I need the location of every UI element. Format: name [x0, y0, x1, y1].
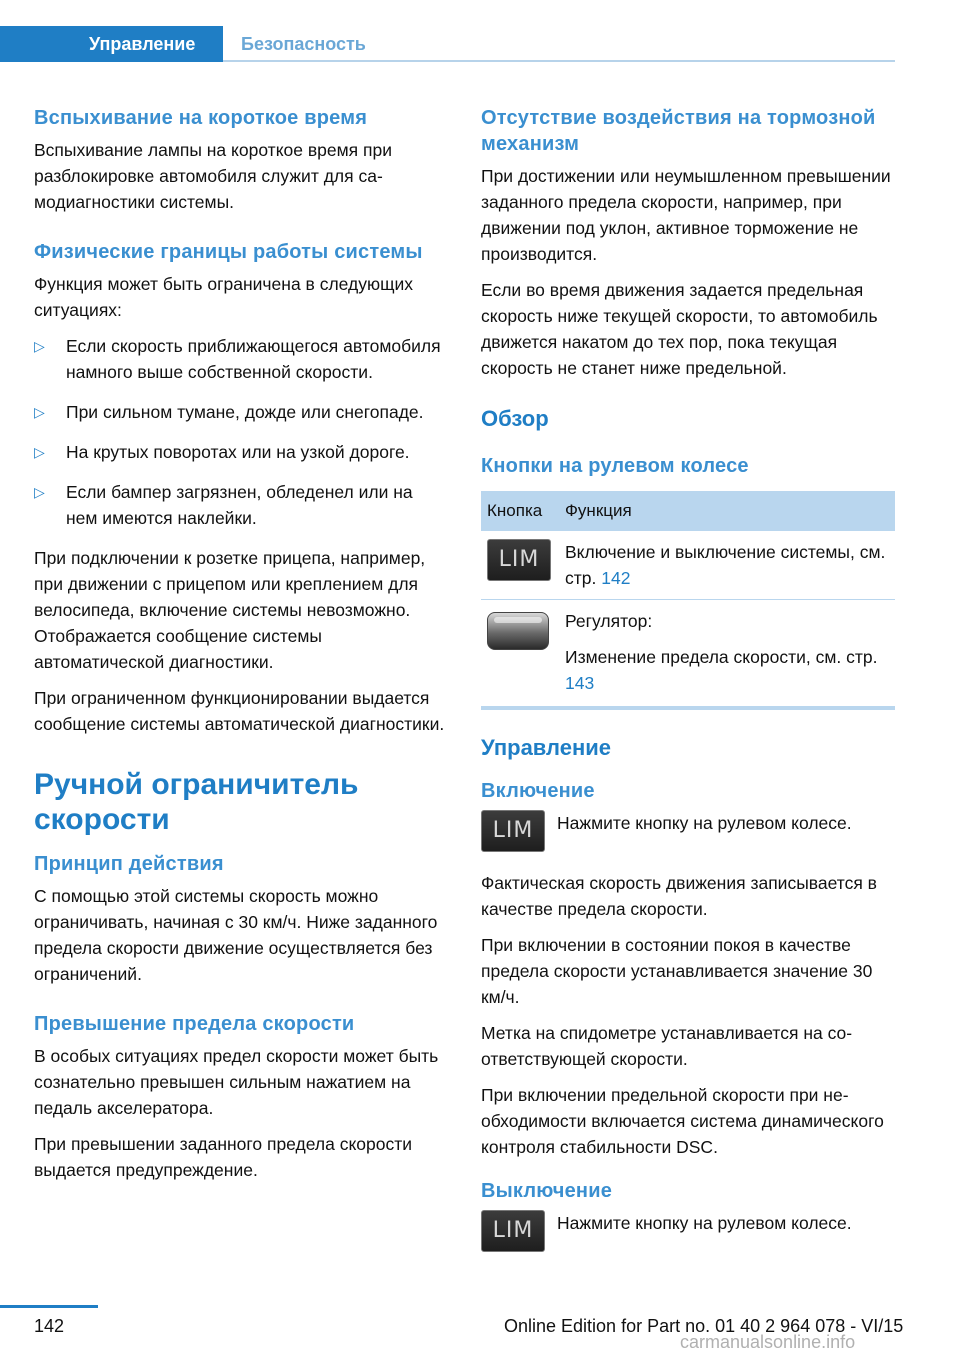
table-cell-function: Включение и выключение системы, см. стр. 142 — [559, 531, 895, 600]
left-column — [34, 105, 446, 1193]
triangle-bullet-icon: ▷ — [34, 404, 45, 420]
header-tabbar — [0, 26, 895, 62]
triangle-bullet-icon: ▷ — [34, 338, 45, 354]
table-cell-function: Регулятор: Изменение предела скорости, см. стр. 143 — [559, 600, 895, 709]
section-title-control: Управление — [481, 735, 612, 760]
tab-safety[interactable]: Безопасность — [241, 34, 366, 54]
buttons-table — [481, 491, 895, 710]
footer-rule — [0, 1305, 98, 1308]
triangle-bullet-icon: ▷ — [34, 484, 45, 500]
lim-button-icon: LIM — [481, 810, 545, 852]
paragraph-exceed-2: При превышении заданного предела скорости выдается предупреждение. — [34, 1134, 413, 1180]
list-item: ▷ На крутых поворотах или на узкой дороге. — [34, 439, 446, 465]
section-title-switch-off: Выключение — [481, 1180, 613, 1202]
watermark: carmanualsonline.info — [680, 1332, 856, 1352]
paragraph-trailer: При подключении к розетке прицепа, например, при движении с прицепом или креплением для велосипеда, включение системы невозможно. Отображается сообщение системы автоматической диагностики. — [34, 548, 426, 672]
paragraph-on-3: Метка на спидометре устанавливается на соответствующей скорости. — [481, 1023, 853, 1069]
page-link[interactable]: 143 — [565, 673, 595, 693]
switch-off-instruction: LIM Нажмите кнопку на рулевом колесе. — [481, 1210, 895, 1252]
section-title-switch-on: Включение — [481, 780, 595, 802]
table-cell-button — [481, 531, 559, 600]
table-header-button: Кнопка — [481, 491, 559, 531]
switch-on-instruction: LIM Нажмите кнопку на рулевом колесе. — [481, 810, 895, 852]
paragraph-no-brake-2: Если во время движения задается предельная скорость ниже текущей скорости, то автомобиль движется накатом до тех пор, пока текущая скорость не станет ниже предельной. — [481, 280, 878, 378]
right-column — [481, 105, 895, 1270]
list-item: ▷ Если скорость приближающегося автомобиля намного выше собственной скорости. — [34, 333, 446, 385]
paragraph-exceed-1: В особых ситуациях предел скорости может быть сознательно превышен сильным нажатием на педаль акселератора. — [34, 1046, 439, 1118]
paragraph-on-1: Фактическая скорость движения записывается в качестве предела скорости. — [481, 873, 877, 919]
paragraph-limited: При ограниченном функционировании выдается сообщение системы автоматической диагностики. — [34, 688, 445, 734]
table-row — [481, 531, 895, 600]
tab-control[interactable]: Управление — [0, 26, 223, 62]
table-header-function: Функция — [559, 491, 895, 531]
paragraph-flash: Вспыхивание лампы на короткое время при разблокировке автомобиля служит для самодиагностики системы. — [34, 140, 392, 212]
section-title-no-brake: Отсутствие воздействия на тормозной механизм — [481, 107, 876, 155]
table-row — [481, 600, 895, 709]
list-item: ▷ Если бампер загрязнен, обледенел или на нем имеются наклейки. — [34, 479, 446, 531]
section-title-limits: Физические границы работы системы — [34, 241, 423, 263]
limits-list — [34, 333, 446, 531]
triangle-bullet-icon: ▷ — [34, 444, 45, 460]
paragraph-no-brake-1: При достижении или неумышленном превышении заданного предела скорости, например, при движении под уклон, активное торможение не производится. — [481, 166, 891, 264]
page-link[interactable]: 142 — [601, 568, 631, 588]
paragraph-principle: С помощью этой системы скорость можно ограничивать, начиная с 30 км/ч. Ниже заданного предела скорости движение осуществляется без ограничений. — [34, 886, 438, 984]
table-cell-button — [481, 600, 559, 709]
chapter-title: Ручной ограничитель скорости — [34, 768, 359, 836]
edition-note: Online Edition for Part no. 01 40 2 964 078 - VI/15 — [504, 1316, 904, 1336]
paragraph-on-4: При включении предельной скорости при необходимости включается система динамического контроля стабильности DSC. — [481, 1085, 884, 1157]
rocker-switch-icon — [487, 612, 549, 650]
section-title-exceed: Превышение предела скорости — [34, 1013, 355, 1035]
tab-underline — [223, 60, 895, 62]
table-header-row — [481, 491, 895, 531]
section-title-wheel-buttons: Кнопки на рулевом колесе — [481, 455, 749, 477]
section-title-flash: Вспыхивание на короткое время — [34, 107, 368, 129]
paragraph-on-2: При включении в состоянии покоя в качестве предела скорости устанавливается значение 30 км/ч. — [481, 935, 873, 1007]
list-item: ▷ При сильном тумане, дожде или снегопаде. — [34, 399, 446, 425]
section-title-overview: Обзор — [481, 406, 549, 431]
lim-button-icon: LIM — [487, 539, 551, 581]
lim-button-icon: LIM — [481, 1210, 545, 1252]
section-title-principle: Принцип действия — [34, 853, 224, 875]
page-number: 142 — [34, 1316, 65, 1336]
paragraph-limits-intro: Функция может быть ограничена в следующих ситуациях: — [34, 274, 414, 320]
